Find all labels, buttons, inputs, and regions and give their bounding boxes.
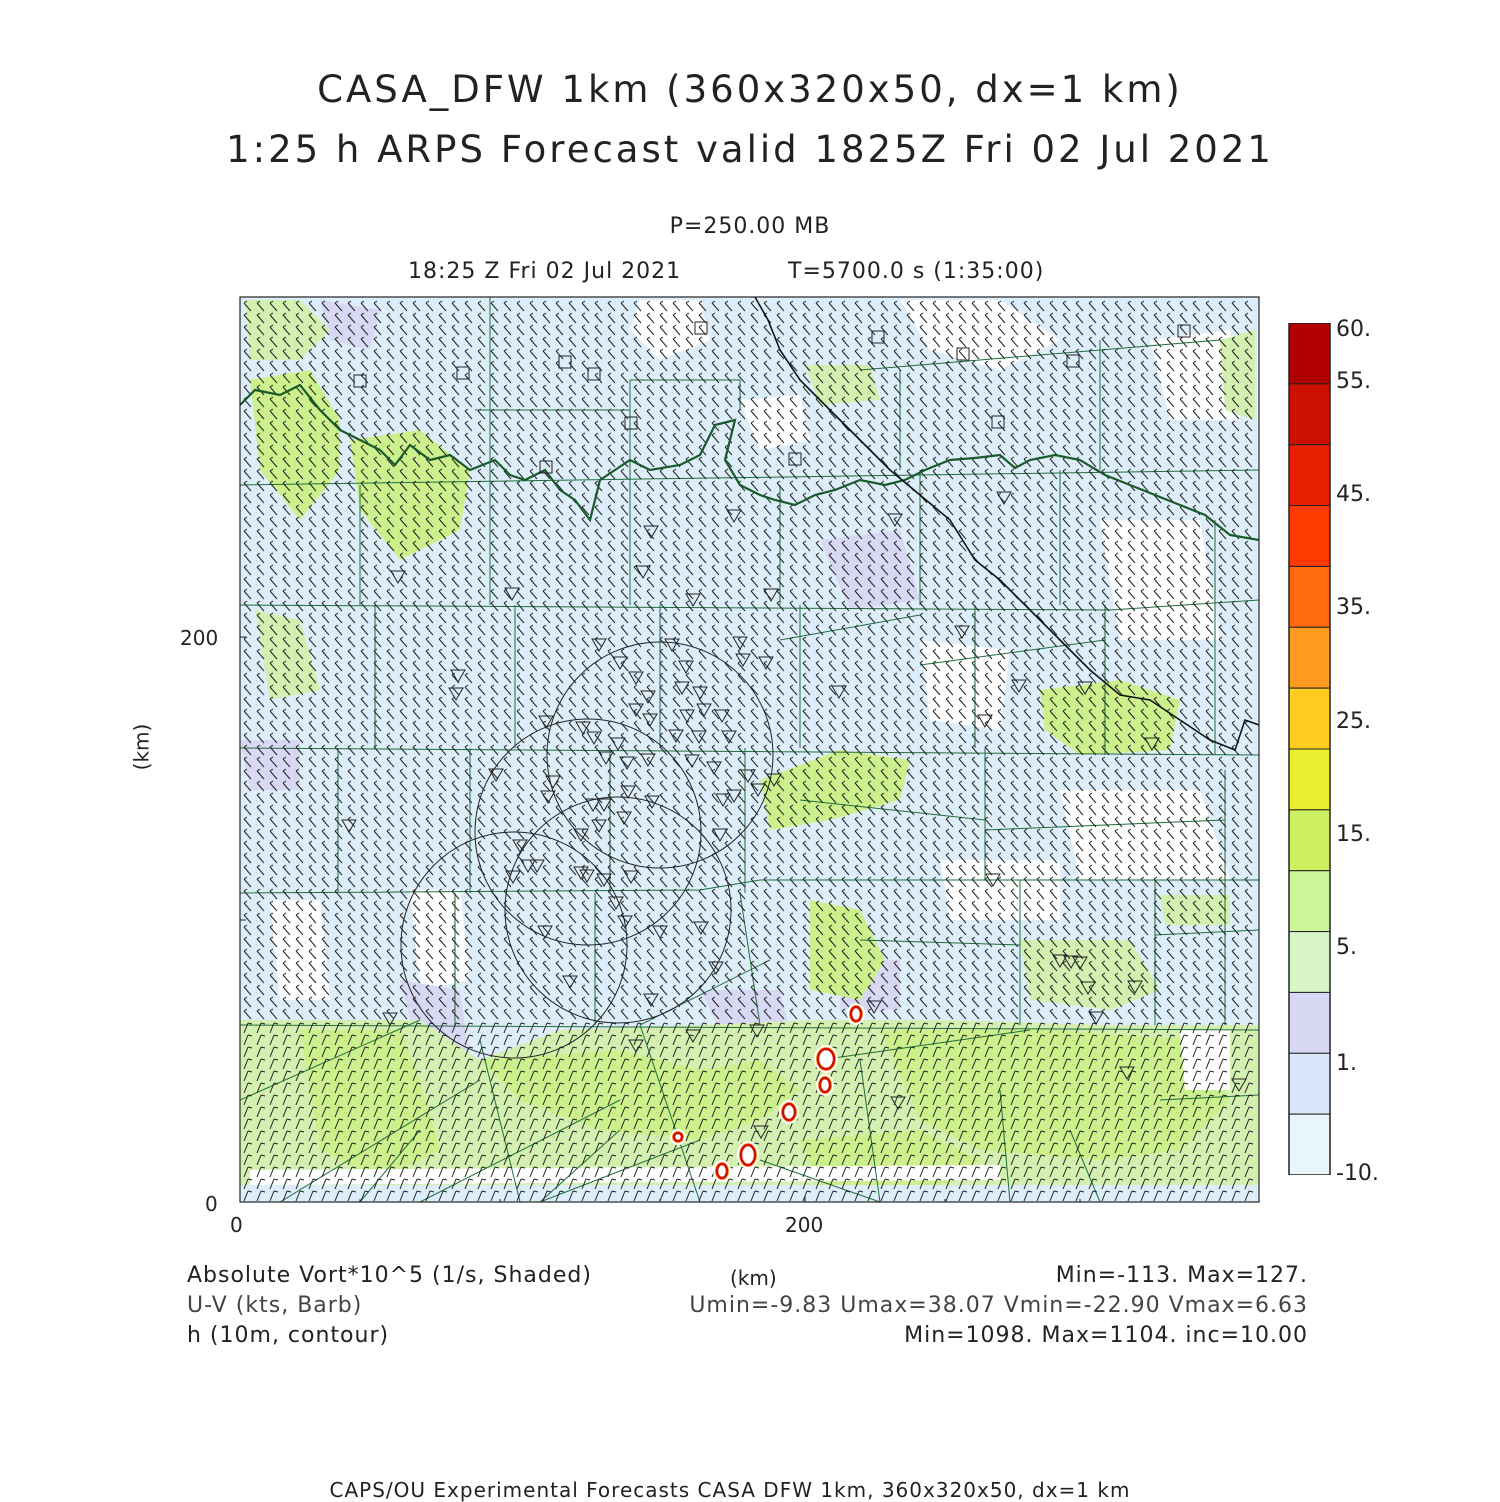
legend-shaded-field: Absolute Vort*10^5 (1/s, Shaded)	[187, 1263, 592, 1288]
colorbar-label: 5.	[1336, 935, 1357, 960]
title-line-1: CASA_DFW 1km (360x320x50, dx=1 km)	[317, 68, 1183, 111]
pressure-level-label: P=250.00 MB	[669, 214, 831, 239]
colorbar	[1288, 323, 1332, 1175]
legend-contour-minmax: Min=1098. Max=1104. inc=10.00	[904, 1323, 1308, 1348]
title-line-2: 1:25 h ARPS Forecast valid 1825Z Fri 02 Jul 2021	[226, 128, 1274, 171]
x-tick-0: 0	[230, 1213, 243, 1237]
x-axis-label: (km)	[730, 1266, 777, 1290]
legend-contour-field: h (10m, contour)	[187, 1323, 390, 1348]
footer-credit: CAPS/OU Experimental Forecasts CASA DFW 1km, 360x320x50, dx=1 km	[329, 1478, 1131, 1502]
legend-shaded-minmax: Min=-113. Max=127.	[1055, 1263, 1308, 1288]
colorbar-label: -10.	[1336, 1161, 1379, 1186]
y-tick-200: 200	[180, 626, 219, 650]
colorbar-label: 55.	[1336, 369, 1371, 394]
colorbar-label: 45.	[1336, 482, 1371, 507]
colorbar-label: 25.	[1336, 709, 1371, 734]
model-time-label: T=5700.0 s (1:35:00)	[788, 259, 1045, 284]
colorbar-label: 35.	[1336, 595, 1371, 620]
x-tick-200: 200	[785, 1213, 824, 1237]
valid-time-label: 18:25 Z Fri 02 Jul 2021	[408, 259, 682, 284]
colorbar-label: 60.	[1336, 317, 1371, 342]
colorbar-label: 1.	[1336, 1051, 1357, 1076]
legend-barb-field: U-V (kts, Barb)	[187, 1293, 363, 1318]
y-axis-label: (km)	[129, 723, 154, 771]
legend-barb-minmax: Umin=-9.83 Umax=38.07 Vmin=-22.90 Vmax=6.63	[689, 1293, 1308, 1318]
y-tick-0: 0	[205, 1192, 218, 1216]
colorbar-label: 15.	[1336, 822, 1371, 847]
